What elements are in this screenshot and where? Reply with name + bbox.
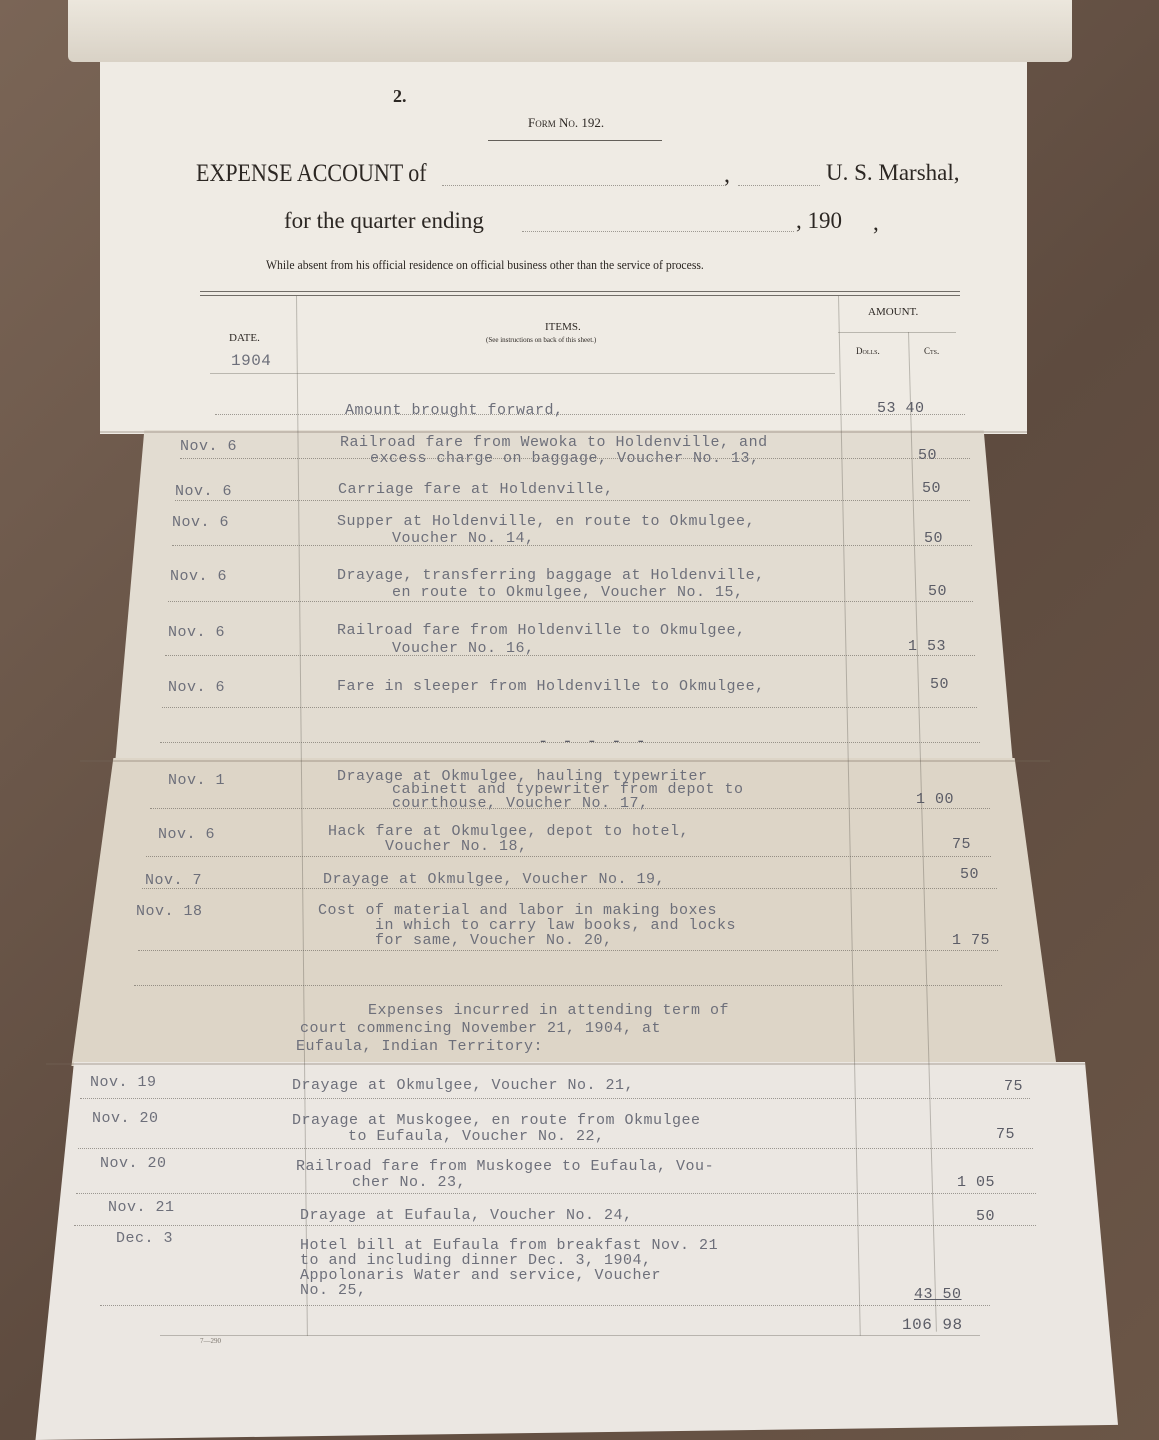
entry-date: Nov. 20 xyxy=(100,1155,167,1172)
amount-subheader-rule xyxy=(838,332,956,333)
entry-item-line: Voucher No. 16, xyxy=(392,640,535,657)
entry-amount: 50 xyxy=(930,676,950,693)
row-rule xyxy=(172,545,972,546)
district-blank-line xyxy=(738,185,820,186)
row-rule xyxy=(165,655,975,656)
entry-item-line: Hotel bill at Eufaula from breakfast Nov. 21 xyxy=(300,1237,719,1254)
entry-amount: 75 xyxy=(952,836,972,853)
form-number-underline xyxy=(488,140,662,141)
row-rule xyxy=(162,707,977,708)
row-rule xyxy=(168,601,973,602)
entry-item-line: cher No. 23, xyxy=(352,1174,467,1191)
entry-item-line: Railroad fare from Muskogee to Eufaula, Vou- xyxy=(296,1158,715,1175)
entry-date: Nov. 21 xyxy=(108,1199,175,1216)
name-blank-line xyxy=(442,185,724,186)
header-rule-top xyxy=(200,291,960,292)
entry-date: Nov. 6 xyxy=(180,438,238,455)
entry-amount: 75 xyxy=(996,1126,1016,1143)
entry-item-line: courthouse, Voucher No. 17, xyxy=(392,795,649,812)
row-rule xyxy=(74,1225,1036,1226)
entry-item-line: Drayage at Okmulgee, Voucher No. 19, xyxy=(323,871,666,888)
entry-item-line: No. 25, xyxy=(300,1282,367,1299)
entry-amount: 1 00 xyxy=(916,791,955,808)
entry-date: Nov. 6 xyxy=(158,826,216,843)
amount-column-header: AMOUNT. xyxy=(868,306,919,318)
marshal-title: U. S. Marshal, xyxy=(826,160,960,185)
row-rule xyxy=(80,1098,1030,1099)
entry-item-line: cabinett and typewriter from depot to xyxy=(392,781,744,798)
header-rule-top-2 xyxy=(200,295,960,296)
year-1904: 1904 xyxy=(231,352,272,370)
entry-item-line: for same, Voucher No. 20, xyxy=(375,932,613,949)
print-code: 7—290 xyxy=(200,1337,221,1345)
entry-item-line: Fare in sleeper from Holdenville to Okmulgee, xyxy=(337,678,765,695)
cents-subheader: Cts. xyxy=(924,346,940,356)
entry-date: Nov. 6 xyxy=(168,624,226,641)
entry-date: Nov. 20 xyxy=(92,1110,159,1127)
quarter-blank-line xyxy=(522,231,794,232)
entry-amount: 50 xyxy=(928,583,948,600)
date-column-header: DATE. xyxy=(229,332,260,344)
entry-date: Nov. 18 xyxy=(136,903,203,920)
entry-amount: 75 xyxy=(1004,1078,1024,1095)
row-rule xyxy=(175,500,970,501)
entry-item-line: Drayage at Okmulgee, Voucher No. 21, xyxy=(292,1077,635,1094)
entry-brought-forward: Amount brought forward, xyxy=(345,402,564,419)
dollars-subheader: Dolls. xyxy=(856,346,880,356)
items-column-header: ITEMS. xyxy=(545,321,581,333)
entry-item-line: Drayage at Okmulgee, hauling typewriter xyxy=(337,768,708,785)
fold-crease xyxy=(46,1063,1086,1065)
entry-amount: 50 xyxy=(924,530,944,547)
entry-item-line: in which to carry law books, and locks xyxy=(375,917,737,934)
quarter-ending-label: for the quarter ending xyxy=(284,208,484,233)
row-rule xyxy=(100,1305,990,1306)
entry-item-line: Hack fare at Okmulgee, depot to hotel, xyxy=(328,823,690,840)
form-number: Form No. 192. xyxy=(528,115,605,130)
entry-item-line: Drayage at Eufaula, Voucher No. 24, xyxy=(300,1207,633,1224)
expense-account-title: EXPENSE ACCOUNT of xyxy=(196,160,427,187)
entry-item-line: Voucher No. 14, xyxy=(392,530,535,547)
entry-date: Nov. 7 xyxy=(145,872,203,889)
entry-date: Nov. 6 xyxy=(170,568,228,585)
year-prefix: , 190 xyxy=(796,208,842,233)
entry-item-line: Appolonaris Water and service, Voucher xyxy=(300,1267,662,1284)
entry-item-line: Voucher No. 18, xyxy=(385,838,528,855)
row-rule xyxy=(142,888,997,889)
section-heading-line: court commencing November 21, 1904, at xyxy=(300,1020,662,1037)
page-number: 2. xyxy=(393,86,407,106)
entry-amount: 1 53 xyxy=(908,638,947,655)
entry-date: Nov. 19 xyxy=(90,1074,157,1091)
entry-date: Nov. 6 xyxy=(168,679,226,696)
entry-item-line: Railroad fare from Holdenville to Okmulgee, xyxy=(337,622,746,639)
row-rule xyxy=(146,856,991,857)
table-bottom-rule xyxy=(160,1335,980,1336)
entry-amount: 50 xyxy=(922,480,942,497)
entry-date: Nov. 1 xyxy=(168,772,226,789)
entry-amount: 1 75 xyxy=(952,932,991,949)
entry-separator: - - - - - xyxy=(538,733,648,752)
entry-item-line: to Eufaula, Voucher No. 22, xyxy=(348,1128,605,1145)
entry-item-line: Drayage at Muskogee, en route from Okmulgee xyxy=(292,1112,701,1129)
grand-total: 106 98 xyxy=(902,1316,963,1334)
entry-item-line: Carriage fare at Holdenville, xyxy=(338,481,614,498)
header-rule-bottom xyxy=(210,373,835,374)
entry-item-line: to and including dinner Dec. 3, 1904, xyxy=(300,1252,652,1269)
entry-item-line: en route to Okmulgee, Voucher No. 15, xyxy=(392,584,744,601)
entry-amount: 50 xyxy=(960,866,980,883)
entry-item-line: Supper at Holdenville, en route to Okmulgee, xyxy=(337,513,756,530)
year-comma: , xyxy=(873,210,879,235)
row-rule xyxy=(138,950,998,951)
entry-amount: 50 xyxy=(918,447,938,464)
entry-amount: 43 50 xyxy=(914,1286,962,1303)
entry-amount: 50 xyxy=(976,1208,996,1225)
entry-item-line: Drayage, transferring baggage at Holdenville, xyxy=(337,567,765,584)
row-rule xyxy=(76,1193,1036,1194)
row-rule xyxy=(215,414,965,415)
form-subtitle: While absent from his official residence on official business other than the service of process. xyxy=(266,257,704,272)
entry-date: Nov. 6 xyxy=(172,514,230,531)
entry-amount: 1 05 xyxy=(957,1174,996,1191)
entry-amount: 53 40 xyxy=(877,400,925,417)
fold-crease xyxy=(100,431,1027,433)
row-rule xyxy=(134,985,1002,986)
name-comma: , xyxy=(724,162,730,188)
entry-item-line: Cost of material and labor in making boxes xyxy=(318,902,718,919)
entry-item-line: excess charge on baggage, Voucher No. 13, xyxy=(370,450,760,467)
fold-crease xyxy=(80,760,1050,762)
items-column-note: (See instructions on back of this sheet.) xyxy=(486,336,597,344)
entry-date: Dec. 3 xyxy=(116,1230,174,1247)
entry-item-line: Railroad fare from Wewoka to Holdenville, and xyxy=(340,434,768,451)
row-rule xyxy=(78,1148,1033,1149)
section-heading-line: Eufaula, Indian Territory: xyxy=(296,1038,544,1055)
entry-date: Nov. 6 xyxy=(175,483,233,500)
section-heading-line: Expenses incurred in attending term of xyxy=(368,1002,730,1019)
